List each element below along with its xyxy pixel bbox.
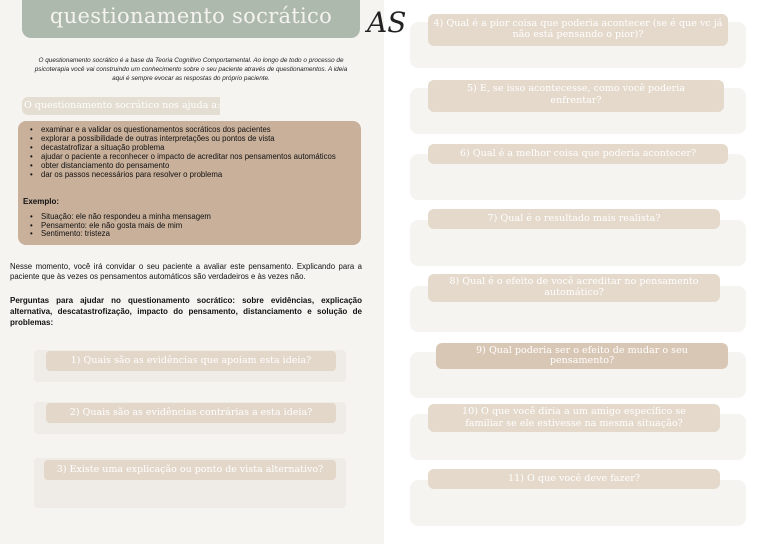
list-item: • decastatrofizar a situação problema <box>28 143 348 152</box>
example-list <box>28 213 348 239</box>
question-pill-1 <box>46 351 336 371</box>
question-label: não está pensando o pior)? <box>512 29 644 40</box>
question-label: familiar se ele estivesse na mesma situação? <box>465 418 683 429</box>
list-item: • explorar a possibilidade de outras interpretações ou pontos de vista <box>28 134 348 143</box>
intro-text: O questionamento socrático é a base da Teoria Cognitivo Comportamental. Ao longo de todo o processo de psicoterapia você vai construindo um conhecimento sobre o seu paciente através de questionamentos. A ideia aqui é sempre evocar as respostas do próprio paciente. <box>34 57 348 82</box>
question-pill-3 <box>44 460 336 480</box>
question-pill-11 <box>428 469 720 489</box>
question-label: 6) Qual é a melhor coisa que poderia acontecer? <box>459 148 697 159</box>
question-pill-2 <box>46 403 336 423</box>
title-banner <box>22 0 360 38</box>
question-label: 10) O que você diria a um amigo específico se <box>462 406 686 417</box>
helps-heading-pill <box>22 97 220 115</box>
question-label: pensamento? <box>549 355 615 366</box>
questions-heading: Perguntas para ajudar no questionamento socrático: sobre evidências, explicação alternativa, descatastrofização, impacto do pensamento, distanciamento e solução de problemas: <box>10 296 362 327</box>
logo: AS <box>367 6 407 39</box>
question-label: 4) Qual é a pior coisa que poderia acontecer (se é que vc já <box>433 18 723 29</box>
list-item: • examinar e a validar os questionamentos socráticos dos pacientes <box>28 125 348 134</box>
question-pill-4 <box>428 14 728 46</box>
question-label: enfrentar? <box>550 95 602 106</box>
question-label: 7) Qual é o resultado mais realista? <box>487 213 661 224</box>
question-label: 9) Qual poderia ser o efeito de mudar o seu <box>476 345 688 356</box>
helps-heading: O questionamento socrático nos ajuda a: <box>24 100 221 111</box>
list-item: • Pensamento: ele não gosta mais de mim <box>28 222 348 231</box>
question-pill-10 <box>428 404 720 432</box>
question-pill-7 <box>428 209 720 229</box>
question-pill-5 <box>428 80 724 112</box>
moment-text: Nesse momento, você irá convidar o seu paciente a avaliar este pensamento. Explicando para a paciente que às vezes os pensamentos automáticos são verdadeiros e às vezes não. <box>10 262 362 281</box>
page-title: questionamento socrático <box>49 4 333 28</box>
list-item: • Sentimento: tristeza <box>28 230 348 239</box>
question-label: 8) Qual é o efeito de você acreditar no pensamento <box>449 276 699 287</box>
list-item: • dar os passos necessários para resolver o problema <box>28 170 348 179</box>
question-label: 3) Existe uma explicação ou ponto de vista alternativo? <box>56 464 324 475</box>
question-label: 11) O que você deve fazer? <box>508 473 640 484</box>
question-label: 2) Quais são as evidências contrárias a esta ideia? <box>69 407 313 418</box>
question-pill-8 <box>428 274 720 302</box>
question-pill-6 <box>428 144 728 164</box>
list-item: • Situação: ele não respondeu a minha mensagem <box>28 213 348 222</box>
list-item: • ajudar o paciente a reconhecer o impacto de acreditar nos pensamentos automáticos <box>28 152 348 161</box>
question-pill-9 <box>436 343 728 369</box>
list-item: • obter distanciamento do pensamento <box>28 161 348 170</box>
example-label: Exemplo: <box>23 197 60 206</box>
question-label: automático? <box>544 287 604 298</box>
question-label: 1) Quais são as evidências que apoiam esta ideia? <box>70 355 312 366</box>
helps-list <box>28 125 348 179</box>
question-label: 5) E, se isso acontecesse, como você poderia <box>466 83 686 94</box>
